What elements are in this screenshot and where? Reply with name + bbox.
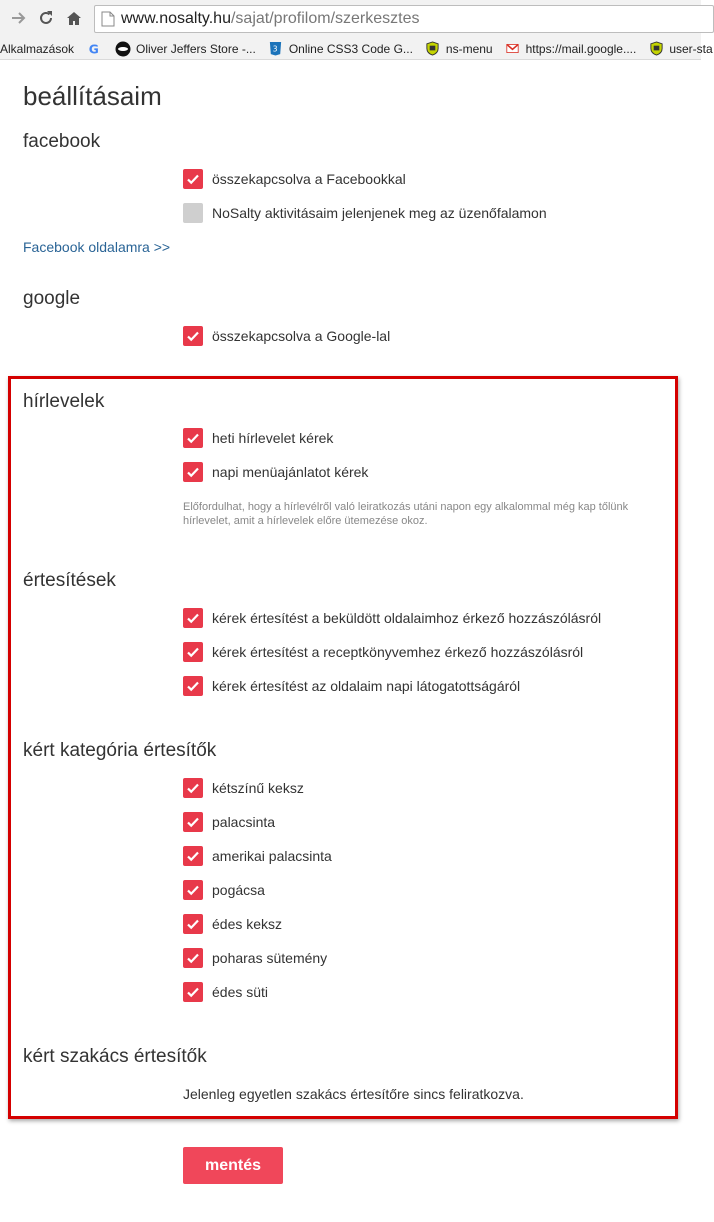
bookmark-google[interactable] (86, 41, 107, 57)
checkbox-unchecked-icon[interactable] (183, 203, 203, 223)
category-option[interactable] (183, 981, 268, 1003)
checkbox-checked-icon[interactable] (183, 608, 203, 628)
option-label: palacsinta (212, 814, 276, 830)
option-label: édes süti (212, 984, 269, 1000)
notification-option[interactable] (183, 607, 601, 629)
facebook-activity-option[interactable] (183, 202, 547, 224)
checkbox-checked-icon[interactable] (183, 642, 203, 662)
bookmark-label: Alkalmazások (0, 41, 75, 56)
checkbox-checked-icon[interactable] (183, 982, 203, 1002)
chef-notifications-title: kért szakács értesítők (23, 1046, 207, 1067)
option-label: heti hírlevelet kérek (212, 430, 334, 446)
bookmarks-bar (0, 38, 713, 60)
shield-icon (425, 41, 441, 57)
option-label: napi menüajánlatot kérek (212, 464, 369, 480)
checkbox-checked-icon[interactable] (183, 948, 203, 968)
google-section-title: google (23, 288, 81, 309)
reload-icon[interactable] (34, 6, 58, 30)
option-label: összekapcsolva a Facebookkal (212, 171, 406, 187)
bookmark-label: https://mail.google.... (525, 41, 637, 56)
bookmark-ns-menu[interactable] (425, 41, 493, 57)
facebook-page-link[interactable]: Facebook oldalamra >> (23, 239, 171, 255)
newsletter-note: Előfordulhat, hogy a hírlevélről való leiratkozás utáni napon egy alkalommal még kap tőlünk hírlevelet, amit a hírlevelek előre ütemezése okoz. (183, 501, 629, 527)
category-option[interactable] (183, 879, 265, 901)
option-label: NoSalty aktivitásaim jelenjenek meg az üzenőfalamon (212, 205, 547, 221)
checkbox-checked-icon[interactable] (183, 778, 203, 798)
bookmark-gmail[interactable] (505, 41, 637, 57)
bookmark-css3[interactable] (268, 41, 413, 57)
svg-text:3: 3 (273, 44, 278, 54)
gmail-icon (505, 41, 521, 57)
notification-option[interactable] (183, 675, 520, 697)
css3-icon (268, 41, 284, 57)
facebook-section-title: facebook (23, 131, 101, 152)
shield-icon (648, 41, 664, 57)
checkbox-checked-icon[interactable] (183, 880, 203, 900)
google-icon (86, 41, 102, 57)
url-host: www.nosalty.hu (121, 10, 231, 27)
option-label: kérek értesítést a receptkönyvemhez érkező hozzászólásról (212, 644, 584, 660)
checkbox-checked-icon[interactable] (183, 676, 203, 696)
option-label: pogácsa (212, 882, 265, 898)
bookmark-oliver-jeffers[interactable] (115, 41, 256, 57)
daily-menu-option[interactable] (183, 461, 368, 483)
option-label: kétszínű keksz (212, 780, 304, 796)
checkbox-checked-icon[interactable] (183, 326, 203, 346)
browser-toolbar (0, 0, 701, 38)
page-title: beállításaim (23, 81, 162, 111)
checkbox-checked-icon[interactable] (183, 846, 203, 866)
newsletters-section-title: hírlevelek (23, 391, 105, 412)
bookmark-label: Oliver Jeffers Store -... (136, 41, 256, 56)
bookmark-label: Online CSS3 Code G... (288, 41, 413, 56)
bookmark-label: ns-menu (445, 41, 493, 56)
page-icon (101, 11, 115, 27)
checkbox-checked-icon[interactable] (183, 462, 203, 482)
option-label: amerikai palacsinta (212, 848, 332, 864)
checkbox-checked-icon[interactable] (183, 169, 203, 189)
chef-notifications-empty-text: Jelenleg egyetlen szakács értesítőre sincs feliratkozva. (183, 1086, 524, 1102)
category-option[interactable] (183, 913, 282, 935)
weekly-newsletter-option[interactable] (183, 427, 333, 449)
bookmark-label: user-sta (669, 41, 713, 56)
option-label: édes keksz (212, 916, 283, 932)
category-option[interactable] (183, 845, 332, 867)
option-label: összekapcsolva a Google-lal (212, 328, 391, 344)
option-label: poharas sütemény (212, 950, 328, 966)
notification-option[interactable] (183, 641, 583, 663)
address-bar[interactable] (94, 5, 714, 33)
category-option[interactable] (183, 811, 275, 833)
bookmark-user-sta[interactable] (648, 41, 712, 57)
category-option[interactable] (183, 777, 304, 799)
notifications-section-title: értesítések (23, 570, 116, 591)
category-notifications-title: kért kategória értesítők (23, 740, 217, 761)
bookmark-apps[interactable] (0, 42, 74, 56)
facebook-connected-option[interactable] (183, 168, 406, 190)
option-label: kérek értesítést az oldalaim napi látogatottságáról (212, 678, 521, 694)
google-connected-option[interactable] (183, 325, 390, 347)
store-icon (115, 41, 131, 57)
checkbox-checked-icon[interactable] (183, 428, 203, 448)
checkbox-checked-icon[interactable] (183, 914, 203, 934)
forward-icon[interactable] (6, 6, 30, 30)
checkbox-checked-icon[interactable] (183, 812, 203, 832)
svg-text:G: G (88, 41, 99, 56)
save-button[interactable]: mentés (183, 1147, 283, 1184)
home-icon[interactable] (62, 6, 86, 30)
category-option[interactable] (183, 947, 327, 969)
url-path: /sajat/profilom/szerkesztes (230, 10, 420, 27)
option-label: kérek értesítést a beküldött oldalaimhoz érkező hozzászólásról (212, 610, 602, 626)
